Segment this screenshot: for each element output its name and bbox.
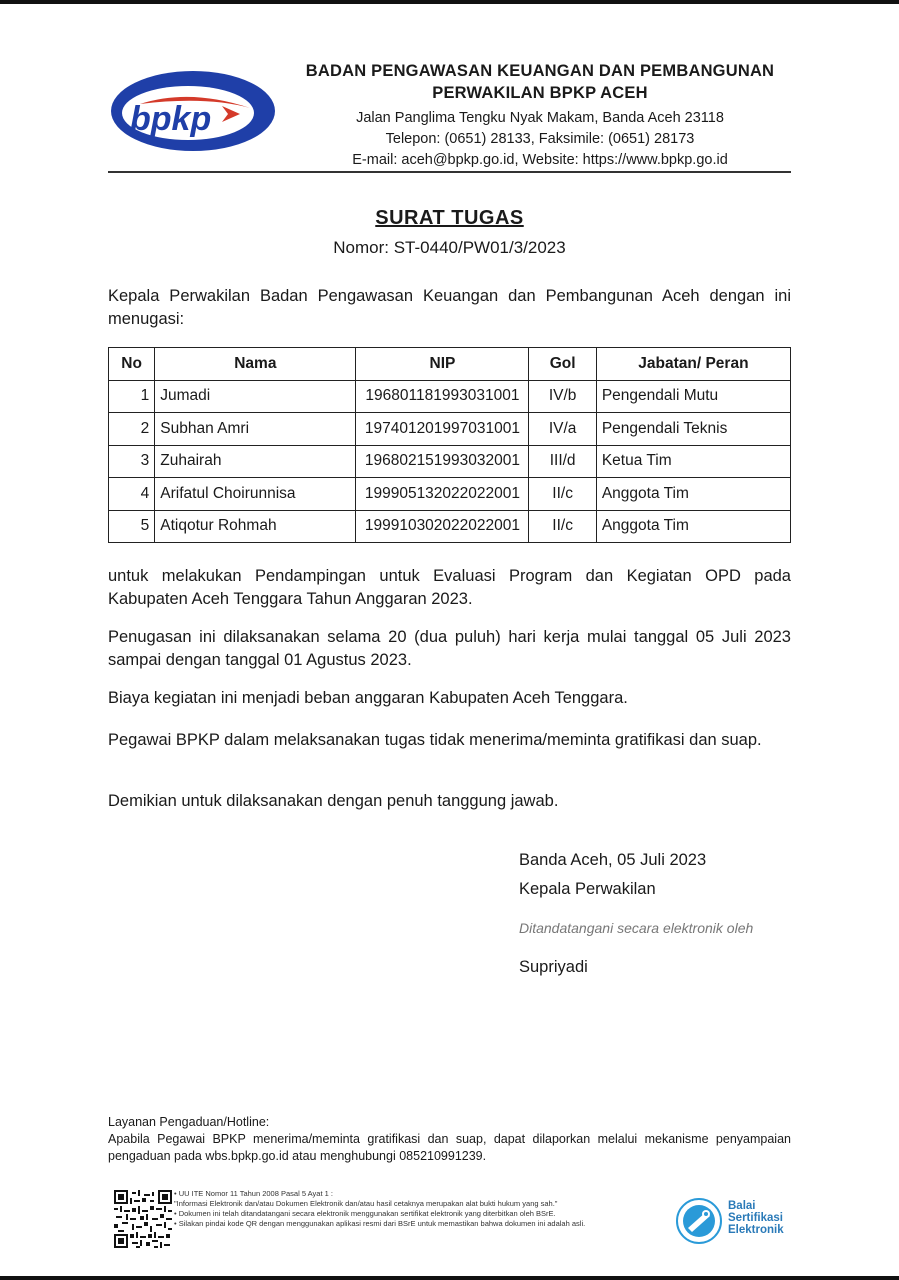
- cell-no: 1: [109, 380, 155, 413]
- table-row: [109, 380, 791, 413]
- cell-gol: IV/b: [529, 380, 596, 413]
- signer-name: Supriyadi: [519, 958, 588, 976]
- cell-gol: III/d: [529, 445, 596, 478]
- cell-nama: Atiqotur Rohmah: [155, 510, 356, 543]
- assignment-table: [108, 347, 791, 543]
- bsre-word: Sertifikasi: [728, 1212, 783, 1224]
- electronic-signature-note: Ditandatangani secara elektronik oleh: [519, 920, 754, 936]
- bsre-logo-icon: [676, 1198, 722, 1244]
- cell-nip: 199910302022022001: [356, 510, 529, 543]
- cell-no: 4: [109, 478, 155, 511]
- cell-nama: Arifatul Choirunnisa: [155, 478, 356, 511]
- legal-note: "Informasi Elektronik dan/atau Dokumen Elektronik dan/atau hasil cetaknya merupakan alat bukti hukum yang sah.": [174, 1199, 558, 1208]
- cell-jabatan: Pengendali Teknis: [596, 413, 790, 446]
- cost-paragraph: Biaya kegiatan ini menjadi beban anggaran Kabupaten Aceh Tenggara.: [108, 689, 628, 707]
- cell-jabatan: Ketua Tim: [596, 445, 790, 478]
- bpkp-logo: [110, 70, 276, 152]
- svg-text:bpkp: bpkp: [130, 100, 212, 138]
- bsre-word: Elektronik: [728, 1224, 784, 1236]
- table-row: [109, 510, 791, 543]
- sign-position: Kepala Perwakilan: [519, 880, 656, 898]
- col-header-jabatan: Jabatan/ Peran: [596, 348, 790, 381]
- table-row: [109, 413, 791, 446]
- address: Jalan Panglima Tengku Nyak Makam, Banda Aceh 23118: [356, 110, 724, 126]
- sign-place-date: Banda Aceh, 05 Juli 2023: [519, 851, 707, 869]
- cell-gol: IV/a: [529, 413, 596, 446]
- gratification-paragraph: Pegawai BPKP dalam melaksanakan tugas tidak menerima/meminta gratifikasi dan suap.: [108, 731, 762, 749]
- legal-notes: [174, 1189, 674, 1229]
- cell-nama: Subhan Amri: [155, 413, 356, 446]
- org-name-line2: PERWAKILAN BPKP ACEH: [432, 84, 648, 102]
- qr-code-icon: [114, 1190, 172, 1248]
- phone: Telepon: (0651) 28133, Faksimile: (0651) 28173: [385, 131, 695, 147]
- legal-note: • Dokumen ini telah ditandatangani secara elektronik menggunakan sertifikat elektronik yang diterbitkan oleh BSrE.: [174, 1209, 556, 1218]
- cell-jabatan: Anggota Tim: [596, 478, 790, 511]
- cell-nama: Zuhairah: [155, 445, 356, 478]
- col-header-no: No: [109, 348, 155, 381]
- cell-jabatan: Pengendali Mutu: [596, 380, 790, 413]
- cell-nama: Jumadi: [155, 380, 356, 413]
- document-title: SURAT TUGAS: [375, 207, 524, 229]
- col-header-nama: Nama: [155, 348, 356, 381]
- legal-note: • Silakan pindai kode QR dengan menggunakan aplikasi resmi dari BSrE untuk memastikan bahwa dokumen ini adalah asli.: [174, 1219, 586, 1228]
- table-header-row: [109, 348, 791, 381]
- hotline-title: Layanan Pengaduan/Hotline:: [108, 1115, 270, 1129]
- address-block: [270, 108, 810, 171]
- hotline-text: Apabila Pegawai BPKP menerima/meminta gratifikasi dan suap, dapat dilaporkan melalui mekanisme penyampaian pengaduan pada wbs.bpkp.go.id atau menghubungi 085210991239.: [108, 1132, 791, 1163]
- col-header-gol: Gol: [529, 348, 596, 381]
- intro-paragraph: Kepala Perwakilan Badan Pengawasan Keuangan dan Pembangunan Aceh dengan ini menugasi:: [108, 287, 791, 328]
- header-rule: [108, 171, 791, 173]
- contact: E-mail: aceh@bpkp.go.id, Website: https://www.bpkp.go.id: [352, 152, 728, 168]
- cell-nip: 199905132022022001: [356, 478, 529, 511]
- duration-paragraph: Penugasan ini dilaksanakan selama 20 (dua puluh) hari kerja mulai tanggal 05 Juli 2023 sampai dengan tanggal 01 Agustus 2023.: [108, 628, 791, 669]
- col-header-nip: NIP: [356, 348, 529, 381]
- document-number: Nomor: ST-0440/PW01/3/2023: [333, 238, 566, 257]
- closing-paragraph: Demikian untuk dilaksanakan dengan penuh tanggung jawab.: [108, 792, 559, 810]
- cell-no: 3: [109, 445, 155, 478]
- cell-no: 5: [109, 510, 155, 543]
- cell-nip: 196802151993032001: [356, 445, 529, 478]
- org-name-line1: BADAN PENGAWASAN KEUANGAN DAN PEMBANGUNAN: [305, 62, 775, 80]
- cell-jabatan: Anggota Tim: [596, 510, 790, 543]
- hotline-section: [108, 1114, 791, 1165]
- table-row: [109, 445, 791, 478]
- bsre-wordmark: [728, 1200, 784, 1236]
- letterhead: [270, 60, 810, 171]
- bottom-border: [0, 1276, 899, 1280]
- table-row: [109, 478, 791, 511]
- cell-gol: II/c: [529, 510, 596, 543]
- bsre-word: Balai: [728, 1200, 756, 1212]
- legal-note: • UU ITE Nomor 11 Tahun 2008 Pasal 5 Ayat 1 :: [174, 1189, 333, 1198]
- cell-gol: II/c: [529, 478, 596, 511]
- top-border: [0, 0, 899, 4]
- cell-nip: 196801181993031001: [356, 380, 529, 413]
- cell-no: 2: [109, 413, 155, 446]
- purpose-paragraph: untuk melakukan Pendampingan untuk Evaluasi Program dan Kegiatan OPD pada Kabupaten Aceh Tenggara Tahun Anggaran 2023.: [108, 567, 791, 608]
- cell-nip: 197401201997031001: [356, 413, 529, 446]
